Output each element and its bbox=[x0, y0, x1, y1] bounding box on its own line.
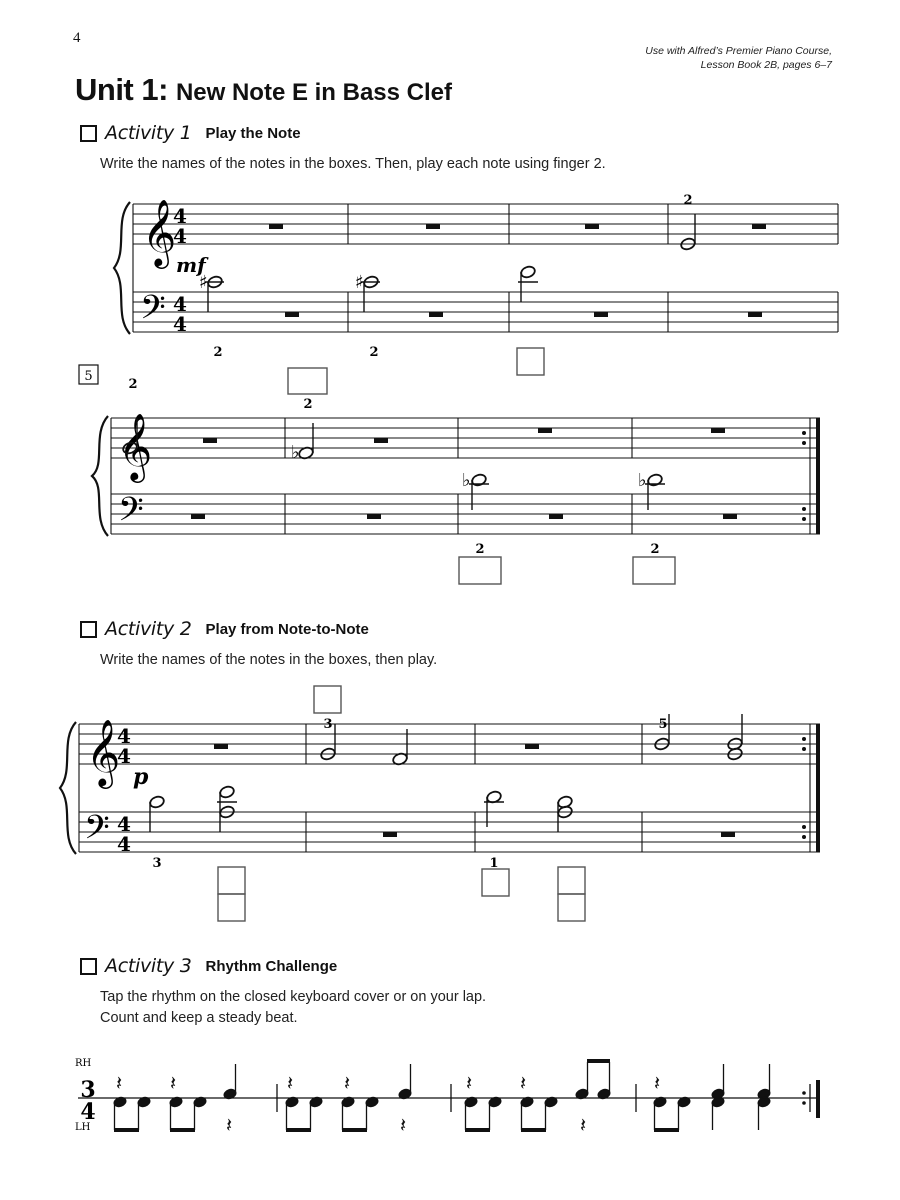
answer-box[interactable] bbox=[218, 867, 245, 894]
activity-1-system-1 bbox=[0, 180, 900, 380]
answer-box[interactable] bbox=[218, 894, 245, 921]
fingering-number: 2 bbox=[303, 397, 313, 412]
activity-1-title: Play the Note bbox=[205, 124, 301, 142]
activity-2-title: Play from Note-to-Note bbox=[205, 620, 369, 638]
unit-label: Unit 1: bbox=[75, 72, 168, 107]
time-sig-bottom-bass: 4 bbox=[117, 832, 131, 856]
activity-2-header bbox=[80, 618, 369, 640]
dynamic-mf: mf bbox=[176, 253, 206, 277]
fingering-number: 1 bbox=[489, 856, 499, 871]
fingering-number: 5 bbox=[658, 717, 668, 732]
quarter-rest-icon: 𝄽 bbox=[520, 1071, 527, 1095]
flat-icon: ♭ bbox=[291, 442, 300, 463]
time-sig-bottom-treble: 4 bbox=[173, 224, 187, 248]
answer-box[interactable] bbox=[482, 869, 509, 896]
time-sig-top-bass: 4 bbox=[117, 812, 131, 836]
time-sig-top-bass: 4 bbox=[173, 292, 187, 316]
sharp-icon: ♯ bbox=[355, 272, 364, 293]
answer-box[interactable] bbox=[459, 557, 501, 584]
fingering-number: 2 bbox=[683, 193, 693, 208]
source-note bbox=[532, 44, 832, 72]
brace-icon bbox=[114, 202, 130, 334]
treble-clef-icon: 𝄞 bbox=[142, 198, 177, 266]
quarter-rest-icon: 𝄽 bbox=[654, 1071, 661, 1095]
activity-1-header bbox=[80, 122, 301, 144]
measure-number: 5 bbox=[84, 369, 93, 384]
activity-2-checkbox-icon[interactable] bbox=[80, 621, 97, 638]
quarter-rest-icon: 𝄽 bbox=[170, 1071, 177, 1095]
time-sig-top: 3 bbox=[80, 1077, 96, 1103]
time-sig-top-treble: 4 bbox=[173, 204, 187, 228]
fingering-number: 2 bbox=[369, 345, 379, 360]
fingering-number: 3 bbox=[152, 856, 162, 871]
activity-3-instruction-2: Count and keep a steady beat. bbox=[100, 1010, 298, 1026]
activity-3-checkbox-icon[interactable] bbox=[80, 958, 97, 975]
activity-1-system-2 bbox=[0, 360, 900, 590]
brace-icon bbox=[92, 416, 108, 536]
fingering-number: 2 bbox=[475, 542, 485, 557]
source-note-line-2: Lesson Book 2B, pages 6–7 bbox=[700, 59, 832, 71]
answer-box[interactable] bbox=[314, 686, 341, 713]
time-sig-top-treble: 4 bbox=[117, 724, 131, 748]
quarter-rest-icon: 𝄽 bbox=[466, 1071, 473, 1095]
bass-clef-icon: 𝄢 bbox=[118, 491, 144, 537]
activity-1-label: Activity 1 bbox=[105, 122, 192, 144]
activity-3-header bbox=[80, 955, 337, 977]
brace-icon bbox=[60, 722, 76, 854]
fingering-number: 2 bbox=[650, 542, 660, 557]
quarter-rest-icon: 𝄽 bbox=[400, 1113, 407, 1137]
time-sig-bottom-bass: 4 bbox=[173, 312, 187, 336]
activity-3-label: Activity 3 bbox=[105, 955, 192, 977]
fingering-number: 2 bbox=[213, 345, 223, 360]
activity-1-instruction: Write the names of the notes in the boxes. Then, play each note using finger 2. bbox=[100, 156, 606, 172]
lh-label: LH bbox=[75, 1122, 91, 1133]
treble-clef-icon: 𝄞 bbox=[86, 718, 121, 786]
dynamic-p: p bbox=[133, 764, 149, 790]
quarter-rest-icon: 𝄽 bbox=[116, 1071, 123, 1095]
activity-2-instruction: Write the names of the notes in the boxes, then play. bbox=[100, 652, 438, 668]
activity-2-label: Activity 2 bbox=[105, 618, 192, 640]
page-number: 4 bbox=[73, 30, 81, 46]
bass-clef-icon: 𝄢 bbox=[140, 289, 166, 335]
activity-3-rhythm bbox=[0, 1040, 900, 1150]
quarter-rest-icon: 𝄽 bbox=[226, 1113, 233, 1137]
bass-clef-icon: 𝄢 bbox=[84, 809, 110, 855]
quarter-rest-icon: 𝄽 bbox=[580, 1113, 587, 1137]
treble-clef-icon: 𝄞 bbox=[118, 412, 153, 480]
unit-name: New Note E in Bass Clef bbox=[175, 79, 453, 106]
time-sig-bottom: 4 bbox=[80, 1099, 96, 1125]
rh-label: RH bbox=[75, 1058, 92, 1069]
sharp-icon: ♯ bbox=[199, 272, 208, 293]
flat-icon: ♭ bbox=[462, 470, 471, 491]
time-sig-bottom-treble: 4 bbox=[117, 744, 131, 768]
activity-3-instruction-1: Tap the rhythm on the closed keyboard cover or on your lap. bbox=[100, 989, 487, 1005]
answer-box[interactable] bbox=[558, 894, 585, 921]
page-title bbox=[75, 72, 452, 108]
quarter-rest-icon: 𝄽 bbox=[344, 1071, 351, 1095]
flat-icon: ♭ bbox=[638, 470, 647, 491]
activity-2-system bbox=[0, 680, 900, 930]
quarter-rest-icon: 𝄽 bbox=[287, 1071, 294, 1095]
activity-3-title: Rhythm Challenge bbox=[205, 957, 338, 975]
activity-1-checkbox-icon[interactable] bbox=[80, 125, 97, 142]
answer-box[interactable] bbox=[288, 368, 327, 394]
answer-box[interactable] bbox=[558, 867, 585, 894]
source-note-line-1: Use with Alfred’s Premier Piano Course, bbox=[645, 45, 832, 57]
fingering-number: 3 bbox=[323, 717, 333, 732]
answer-box[interactable] bbox=[633, 557, 675, 584]
fingering-number: 2 bbox=[128, 377, 138, 392]
